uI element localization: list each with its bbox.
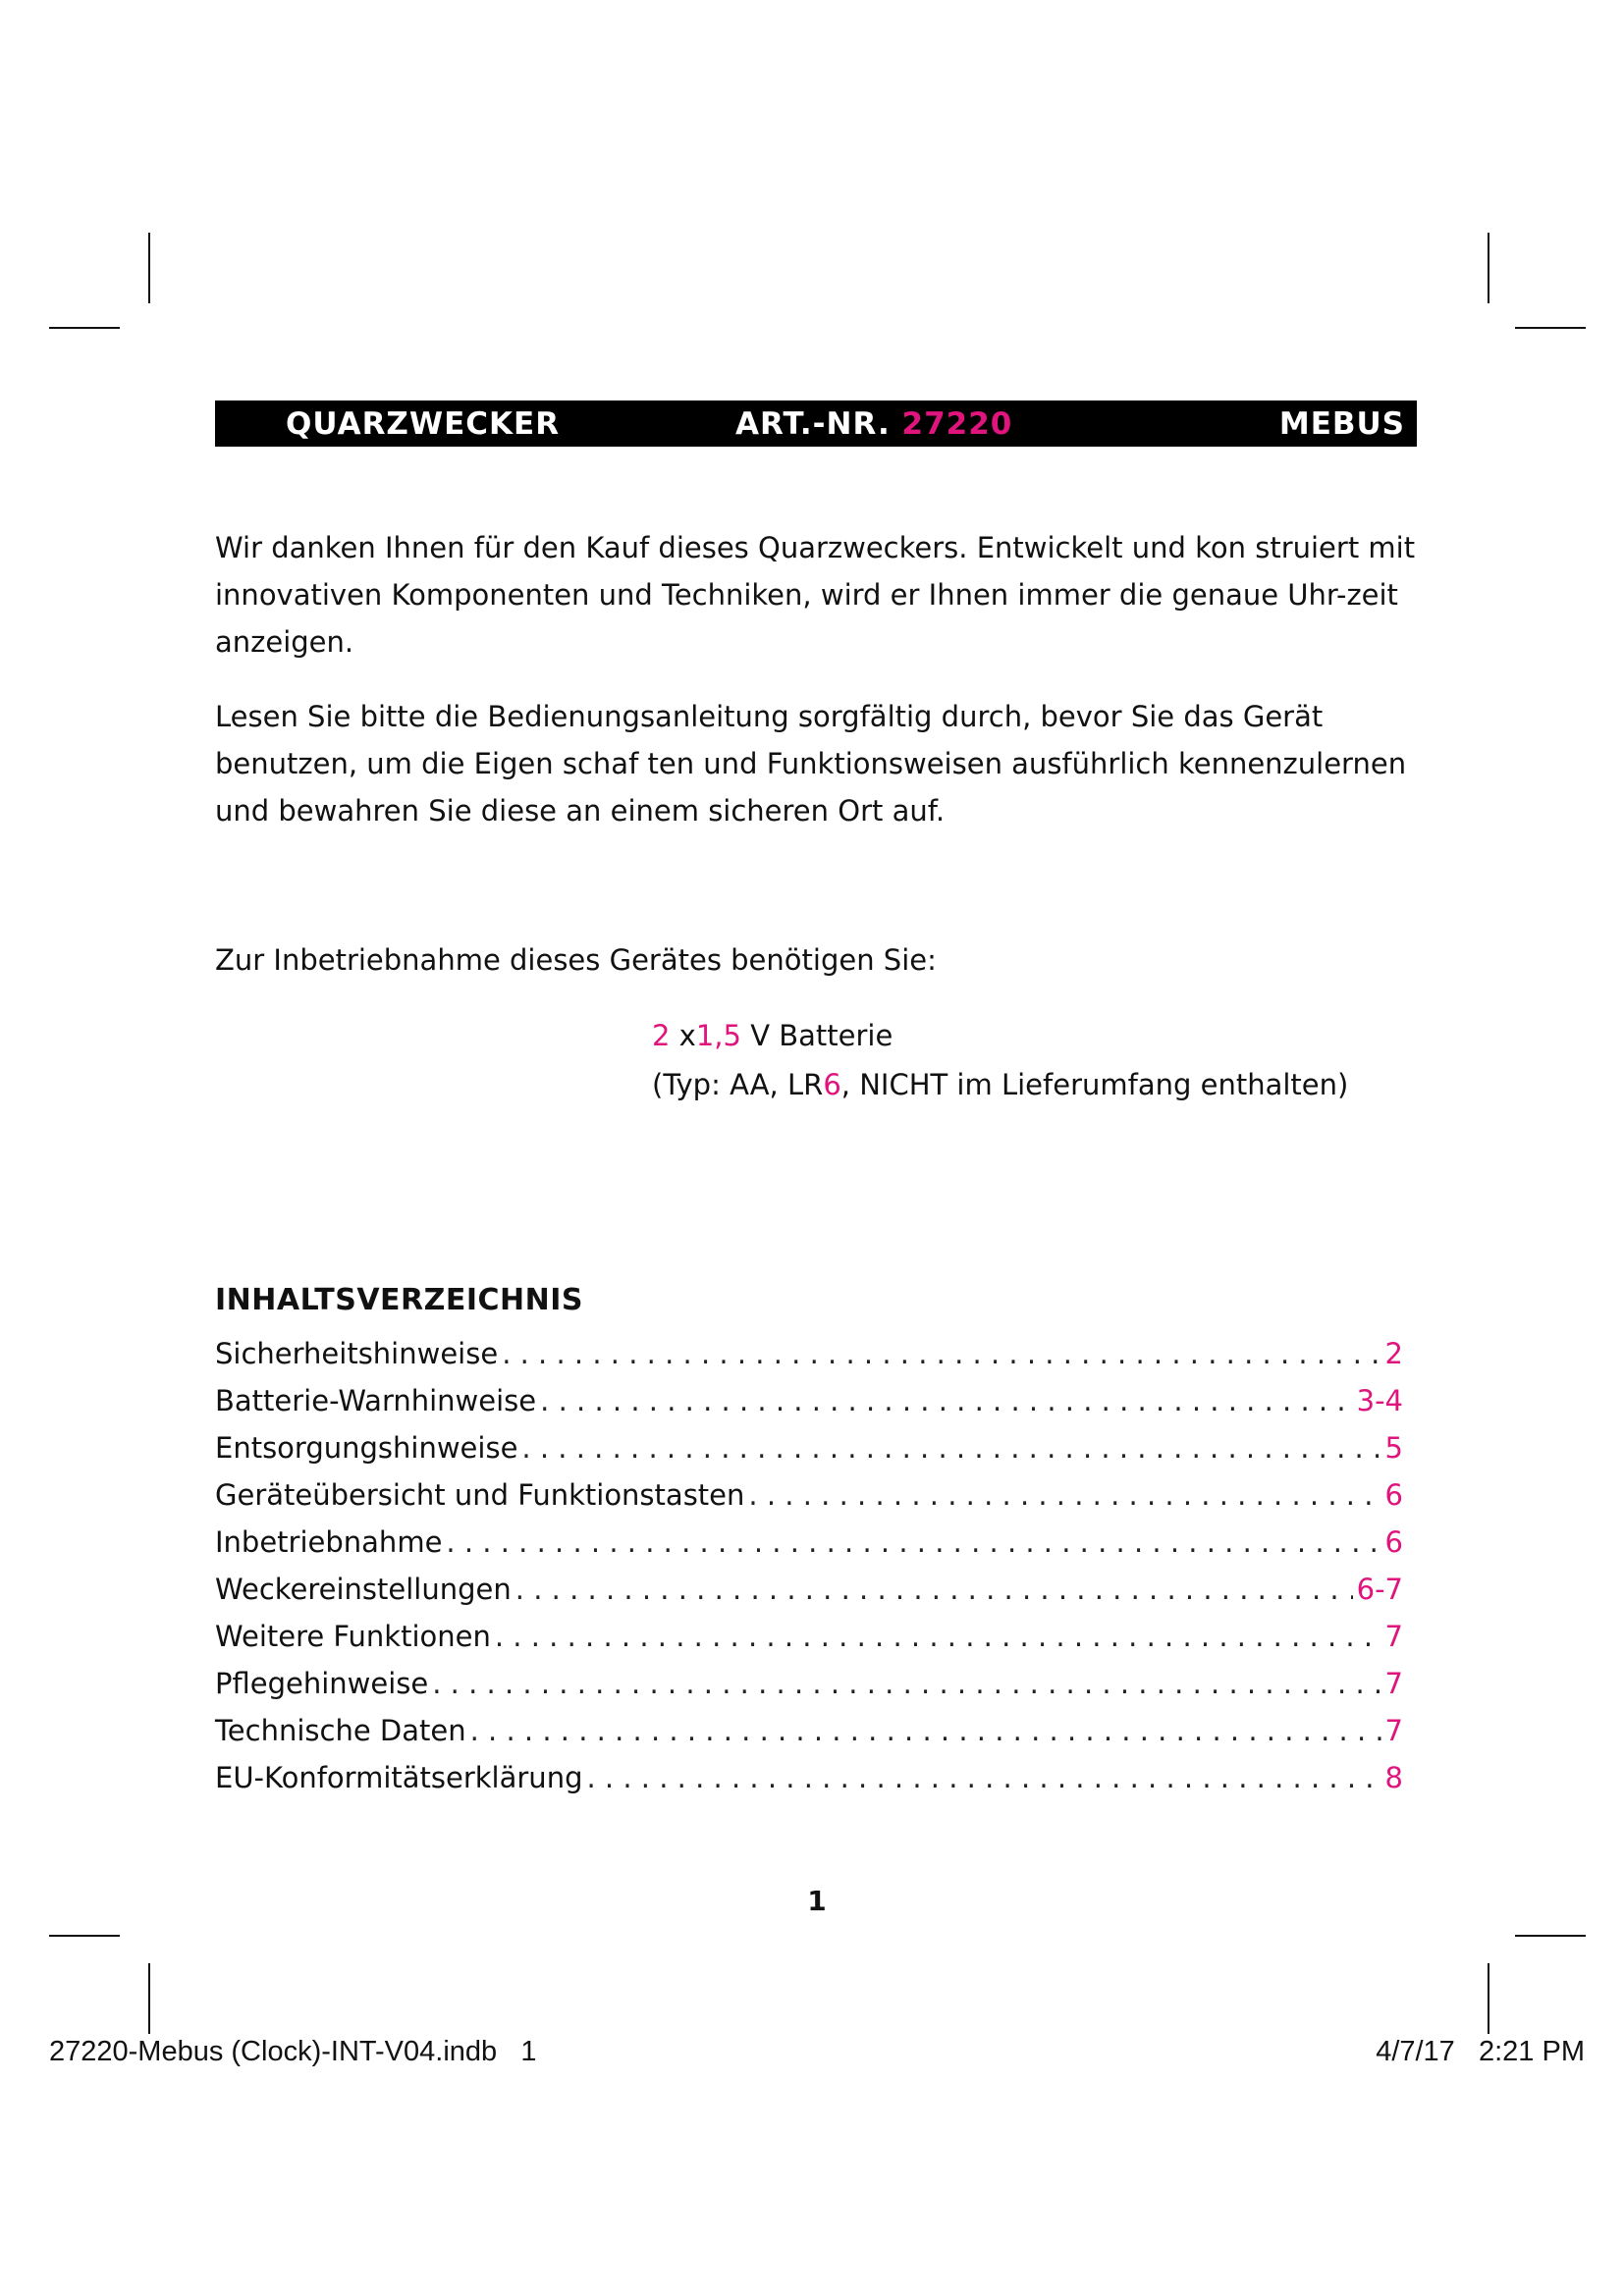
crop-mark-top-right-vertical	[1488, 233, 1489, 303]
crop-mark-bottom-left-vertical	[148, 1963, 150, 2034]
toc-dot-leader	[540, 1377, 1352, 1424]
toc-item-label: Geräteübersicht und Funktionstasten	[215, 1478, 745, 1512]
battery-voltage: 1,5	[695, 1019, 741, 1052]
crop-mark-bottom-right-horizontal	[1515, 1935, 1586, 1937]
toc-item	[215, 1707, 1403, 1754]
intro-paragraph-thanks: Wir danken Ihnen für den Kauf dieses Quarzweckers. Entwickelt und kon struiert mit innovativen Komponenten und Techniken, wird er Ihnen immer die genaue Uhr-zeit anzeigen.	[215, 531, 1416, 659]
toc-item	[215, 1330, 1403, 1377]
toc-item-label: Sicherheitshinweise	[215, 1337, 499, 1370]
crop-mark-bottom-right-vertical	[1488, 1963, 1489, 2034]
toc-dot-leader	[432, 1660, 1380, 1707]
battery-text: V Batterie	[750, 1019, 893, 1052]
toc-dot-leader	[521, 1424, 1380, 1471]
battery-line	[652, 1011, 1348, 1060]
battery-type-prefix: (Typ: AA, LR	[652, 1068, 824, 1101]
toc-item-label: Weckereinstellungen	[215, 1573, 512, 1606]
brand-name: MEBUS	[1278, 406, 1405, 442]
battery-requirement	[652, 1011, 1348, 1109]
toc-list	[215, 1330, 1403, 1801]
toc-item	[215, 1424, 1403, 1471]
print-slug-datetime: 4/7/17 2:21 PM	[1376, 2036, 1585, 2067]
toc-item-label: EU-Konformitätserklärung	[215, 1761, 583, 1794]
toc-dot-leader	[470, 1707, 1381, 1754]
crop-mark-top-left-vertical	[148, 233, 150, 303]
toc-item	[215, 1471, 1403, 1519]
header-bar	[215, 400, 1417, 447]
toc-dot-leader	[515, 1566, 1353, 1613]
product-title: QUARZWECKER	[286, 406, 561, 442]
toc-item-label: Entsorgungshinweise	[215, 1431, 518, 1465]
toc-item-page: 3-4	[1356, 1384, 1403, 1417]
toc-dot-leader	[586, 1754, 1380, 1801]
article-number-value: 27220	[901, 406, 1013, 442]
toc-dot-leader	[502, 1330, 1380, 1377]
page-number: 1	[807, 1885, 827, 1917]
toc-item	[215, 1566, 1403, 1613]
toc-item-page: 5	[1384, 1431, 1403, 1465]
toc-item	[215, 1613, 1403, 1660]
toc-dot-leader	[748, 1471, 1380, 1519]
crop-mark-top-right-horizontal	[1515, 327, 1586, 329]
toc-heading: INHALTSVERZEICHNIS	[215, 1283, 584, 1317]
toc-item-label: Weitere Funktionen	[215, 1620, 491, 1653]
requirements-lead: Zur Inbetriebnahme dieses Gerätes benötigen Sie:	[215, 943, 937, 977]
article-label: ART.-NR.	[735, 406, 891, 442]
toc-item-page: 7	[1384, 1667, 1403, 1700]
toc-item	[215, 1754, 1403, 1801]
toc-item-page: 7	[1384, 1714, 1403, 1747]
toc-item	[215, 1519, 1403, 1566]
toc-item	[215, 1660, 1403, 1707]
toc-item-label: Inbetriebnahme	[215, 1525, 443, 1559]
print-slug-file: 27220-Mebus (Clock)-INT-V04.indb 1	[49, 2036, 537, 2067]
article-number	[735, 406, 1012, 442]
toc-item-page: 7	[1384, 1620, 1403, 1653]
battery-type-suffix: , NICHT im Lieferumfang enthalten)	[840, 1068, 1349, 1101]
battery-count: 2	[652, 1019, 671, 1052]
battery-type-line	[652, 1060, 1348, 1109]
toc-item-label: Technische Daten	[215, 1714, 466, 1747]
toc-item-page: 2	[1384, 1337, 1403, 1370]
crop-mark-bottom-left-horizontal	[49, 1935, 120, 1937]
toc-item-page: 8	[1384, 1761, 1403, 1794]
crop-mark-top-left-horizontal	[49, 327, 120, 329]
toc-item-page: 6	[1384, 1525, 1403, 1559]
battery-times: x	[678, 1019, 696, 1052]
toc-item	[215, 1377, 1403, 1424]
toc-item-page: 6-7	[1356, 1573, 1403, 1606]
battery-type-number: 6	[823, 1068, 841, 1101]
toc-item-label: Pflegehinweise	[215, 1667, 429, 1700]
toc-dot-leader	[446, 1519, 1380, 1566]
toc-dot-leader	[495, 1613, 1381, 1660]
toc-item-label: Batterie-Warnhinweise	[215, 1384, 537, 1417]
intro-paragraph-instructions: Lesen Sie bitte die Bedienungsanleitung sorgfältig durch, bevor Sie das Gerät benutzen, um die Eigen schaf ten und Funktionsweisen ausführlich kennenzulernen und bewahren Sie diese an einem sicheren Ort auf.	[215, 700, 1407, 828]
toc-item-page: 6	[1384, 1478, 1403, 1512]
